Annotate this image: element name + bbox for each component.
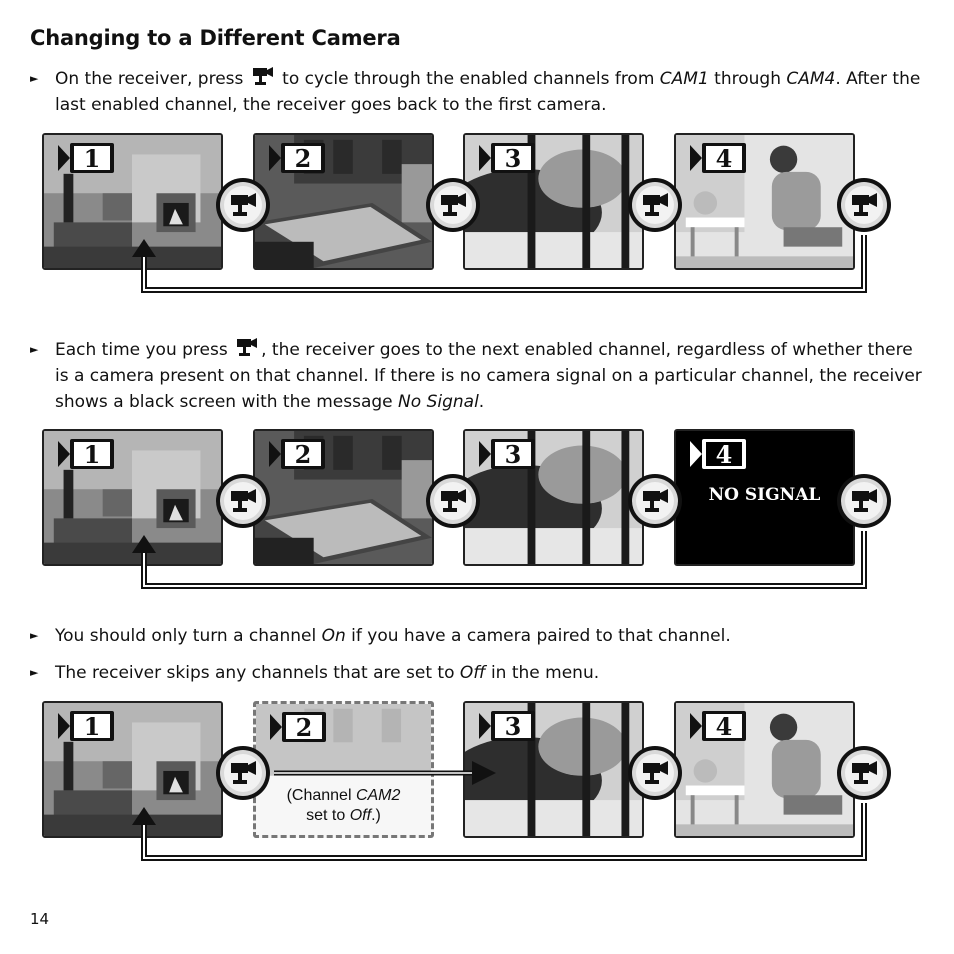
return-arrow [0, 429, 954, 599]
bullet-text: in the menu. [485, 663, 600, 683]
svg-text:2: 2 [294, 440, 312, 469]
bullet-text: . After the last enabled channel, the receiver goes back to the first camera. [55, 69, 921, 115]
cam-label: CAM1 [659, 69, 709, 89]
svg-text:2: 2 [295, 713, 313, 742]
svg-text:4: 4 [715, 144, 733, 173]
svg-text:3: 3 [504, 144, 522, 173]
page-number: 14 [30, 910, 50, 928]
bullet-marker: ► [30, 629, 39, 642]
channel-off-note: (Channel CAM2 set to Off.) [286, 787, 401, 824]
svg-text:4: 4 [715, 440, 733, 469]
no-signal-term: No Signal [398, 392, 479, 412]
bullet-turn-on [30, 623, 925, 649]
bullet-text: through [708, 69, 787, 89]
bullet-text: On the receiver, press [55, 69, 249, 89]
bullet-text: . [478, 392, 485, 412]
bullet-marker: ► [30, 666, 39, 679]
bullet-cycle-channels [30, 66, 925, 118]
bullet-text: if you have a camera paired to that channel. [345, 626, 731, 646]
svg-text:3: 3 [504, 440, 522, 469]
return-arrow [0, 701, 954, 871]
camera-cycle-icon [235, 337, 259, 359]
svg-text:3: 3 [504, 712, 522, 741]
return-arrow [0, 133, 954, 303]
svg-text:1: 1 [83, 144, 101, 173]
bullet-skip-off [30, 660, 925, 686]
bullet-next-channel [30, 337, 925, 415]
bullet-marker: ► [30, 72, 39, 85]
bullet-marker: ► [30, 343, 39, 356]
bullet-text: Each time you press [55, 340, 234, 360]
page-title: Changing to a Different Camera [30, 26, 401, 50]
svg-text:2: 2 [294, 144, 312, 173]
cam-label: CAM4 [786, 69, 836, 89]
bullet-text: to cycle through the enabled channels from [276, 69, 660, 89]
svg-text:4: 4 [715, 712, 733, 741]
bullet-text: The receiver skips any channels that are set to [55, 663, 460, 683]
camera-cycle-icon [251, 66, 275, 88]
off-term: Off [459, 663, 486, 683]
on-term: On [321, 626, 346, 646]
bullet-text: You should only turn a channel [55, 626, 322, 646]
no-signal-message: NO SIGNAL [708, 485, 821, 505]
bullet-text: , the receiver goes to the next enabled channel, regardless of whether there is a camera present on that channel. If there is no camera signal on a particular channel, the receiver shows a black screen with the message [55, 340, 922, 412]
svg-text:1: 1 [83, 440, 101, 469]
svg-text:1: 1 [83, 712, 101, 741]
